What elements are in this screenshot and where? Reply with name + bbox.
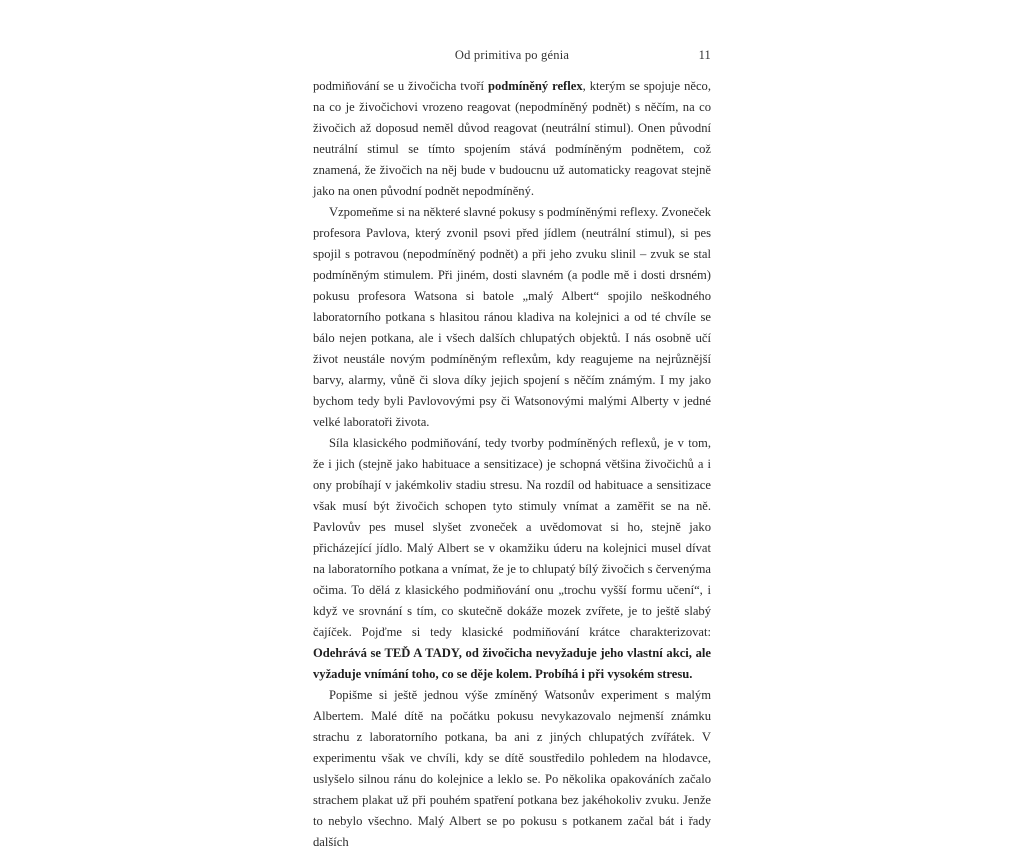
bold-term-conditioned-reflex: podmíněný reflex	[487, 79, 583, 93]
chapter-title: Od primitiva po génia	[454, 48, 570, 62]
paragraph-1-text-c: , kterým se spojuje něco, na co je živočichovi vrozeno reagovat (nepodmíněný podnět) s něčím, na co živočich až doposud neměl důvod reagovat (neutrální stimul). Onen původní neutrální stimul se tímto spojením stává podmíněným podnětem, což znamená, že živočich na něj bude v budoucnu už automaticky reagovat stejně jako na onen původní podnět nepodmíněný.	[313, 79, 711, 198]
paragraph-3	[313, 433, 711, 685]
paragraph-1-text-a: podmiňování se u živočicha tvoří	[313, 79, 488, 93]
body-text	[313, 76, 711, 853]
bold-summary: Odehrává se TEĎ A TADY, od živočicha nevyžaduje jeho vlastní akci, ale vyžaduje vnímání toho, co se děje kolem. Probíhá i při vysokém stresu.	[313, 646, 711, 681]
running-header	[313, 48, 711, 64]
paragraph-4: Popišme si ještě jednou výše zmíněný Watsonův experiment s malým Albertem. Malé dítě na počátku pokusu nevykazovalo nejmenší známku strachu z laboratorního potkana, ba ani z jiných chlupatých zvířátek. V experimentu však ve chvíli, kdy se dítě soustředilo pohledem na hlodavce, uslyšelo silnou ránu do kolejnice a leklo se. Po několika opakováních začalo strachem plakat už při pouhém spatření potkana bez jakéhokoliv zvuku. Jenže to nebylo všechno. Malý Albert se po pokusu s potkanem začal bát i řady dalších	[313, 688, 711, 849]
page-number: 11	[698, 48, 711, 62]
paragraph-1	[313, 76, 711, 202]
paragraph-2: Vzpomeňme si na některé slavné pokusy s podmíněnými reflexy. Zvoneček profesora Pavlova, který zvonil psovi před jídlem (neutrální stimul), si pes spojil s potravou (nepodmíněný podnět) a při jeho zvuku slinil – zvuk se stal podmíněným stimulem. Při jiném, dosti slavném (a podle mě i dosti drsném) pokusu profesora Watsona si batole „malý Albert“ spojilo neškodného laboratorního potkana s hlasitou ránou kladiva na kolejnici a od té chvíle se bálo nejen potkana, ale i všech dalších chlupatých objektů. I nás osobně učí život neustále novým podmíněným reflexům, kdy reagujeme na nejrůznější barvy, alarmy, vůně či slova díky jejich spojení s něčím známým. I my jako bychom tedy byli Pavlovovými psy či Watsonovými malými Alberty v jedné velké laboratoři života.	[313, 205, 711, 429]
paragraph-3-text-a: Síla klasického podmiňování, tedy tvorby podmíněných reflexů, je v tom, že i jich (stejně jako habituace a sensitizace) je schopná většina živočichů a i ony probíhají v jakémkoliv stadiu stresu. Na rozdíl od habituace a sensitizace však musí být živočich schopen tyto stimuly vnímat a zaměřit se na ně. Pavlovův pes musel slyšet zvoneček a uvědomovat si ho, stejně jako přicházející jídlo. Malý Albert se v okamžiku úderu na kolejnici musel dívat na laboratorního potkana a vnímat, že je to chlupatý bílý živočich s červenýma očima. To dělá z klasického podmiňování onu „trochu vyšší formu učení“, i když ve srovnání s tím, co skutečně dokáže mozek zvířete, je to ještě slabý čajíček. Pojďme si tedy klasické podmiňování krátce charakterizovat:	[313, 436, 711, 639]
